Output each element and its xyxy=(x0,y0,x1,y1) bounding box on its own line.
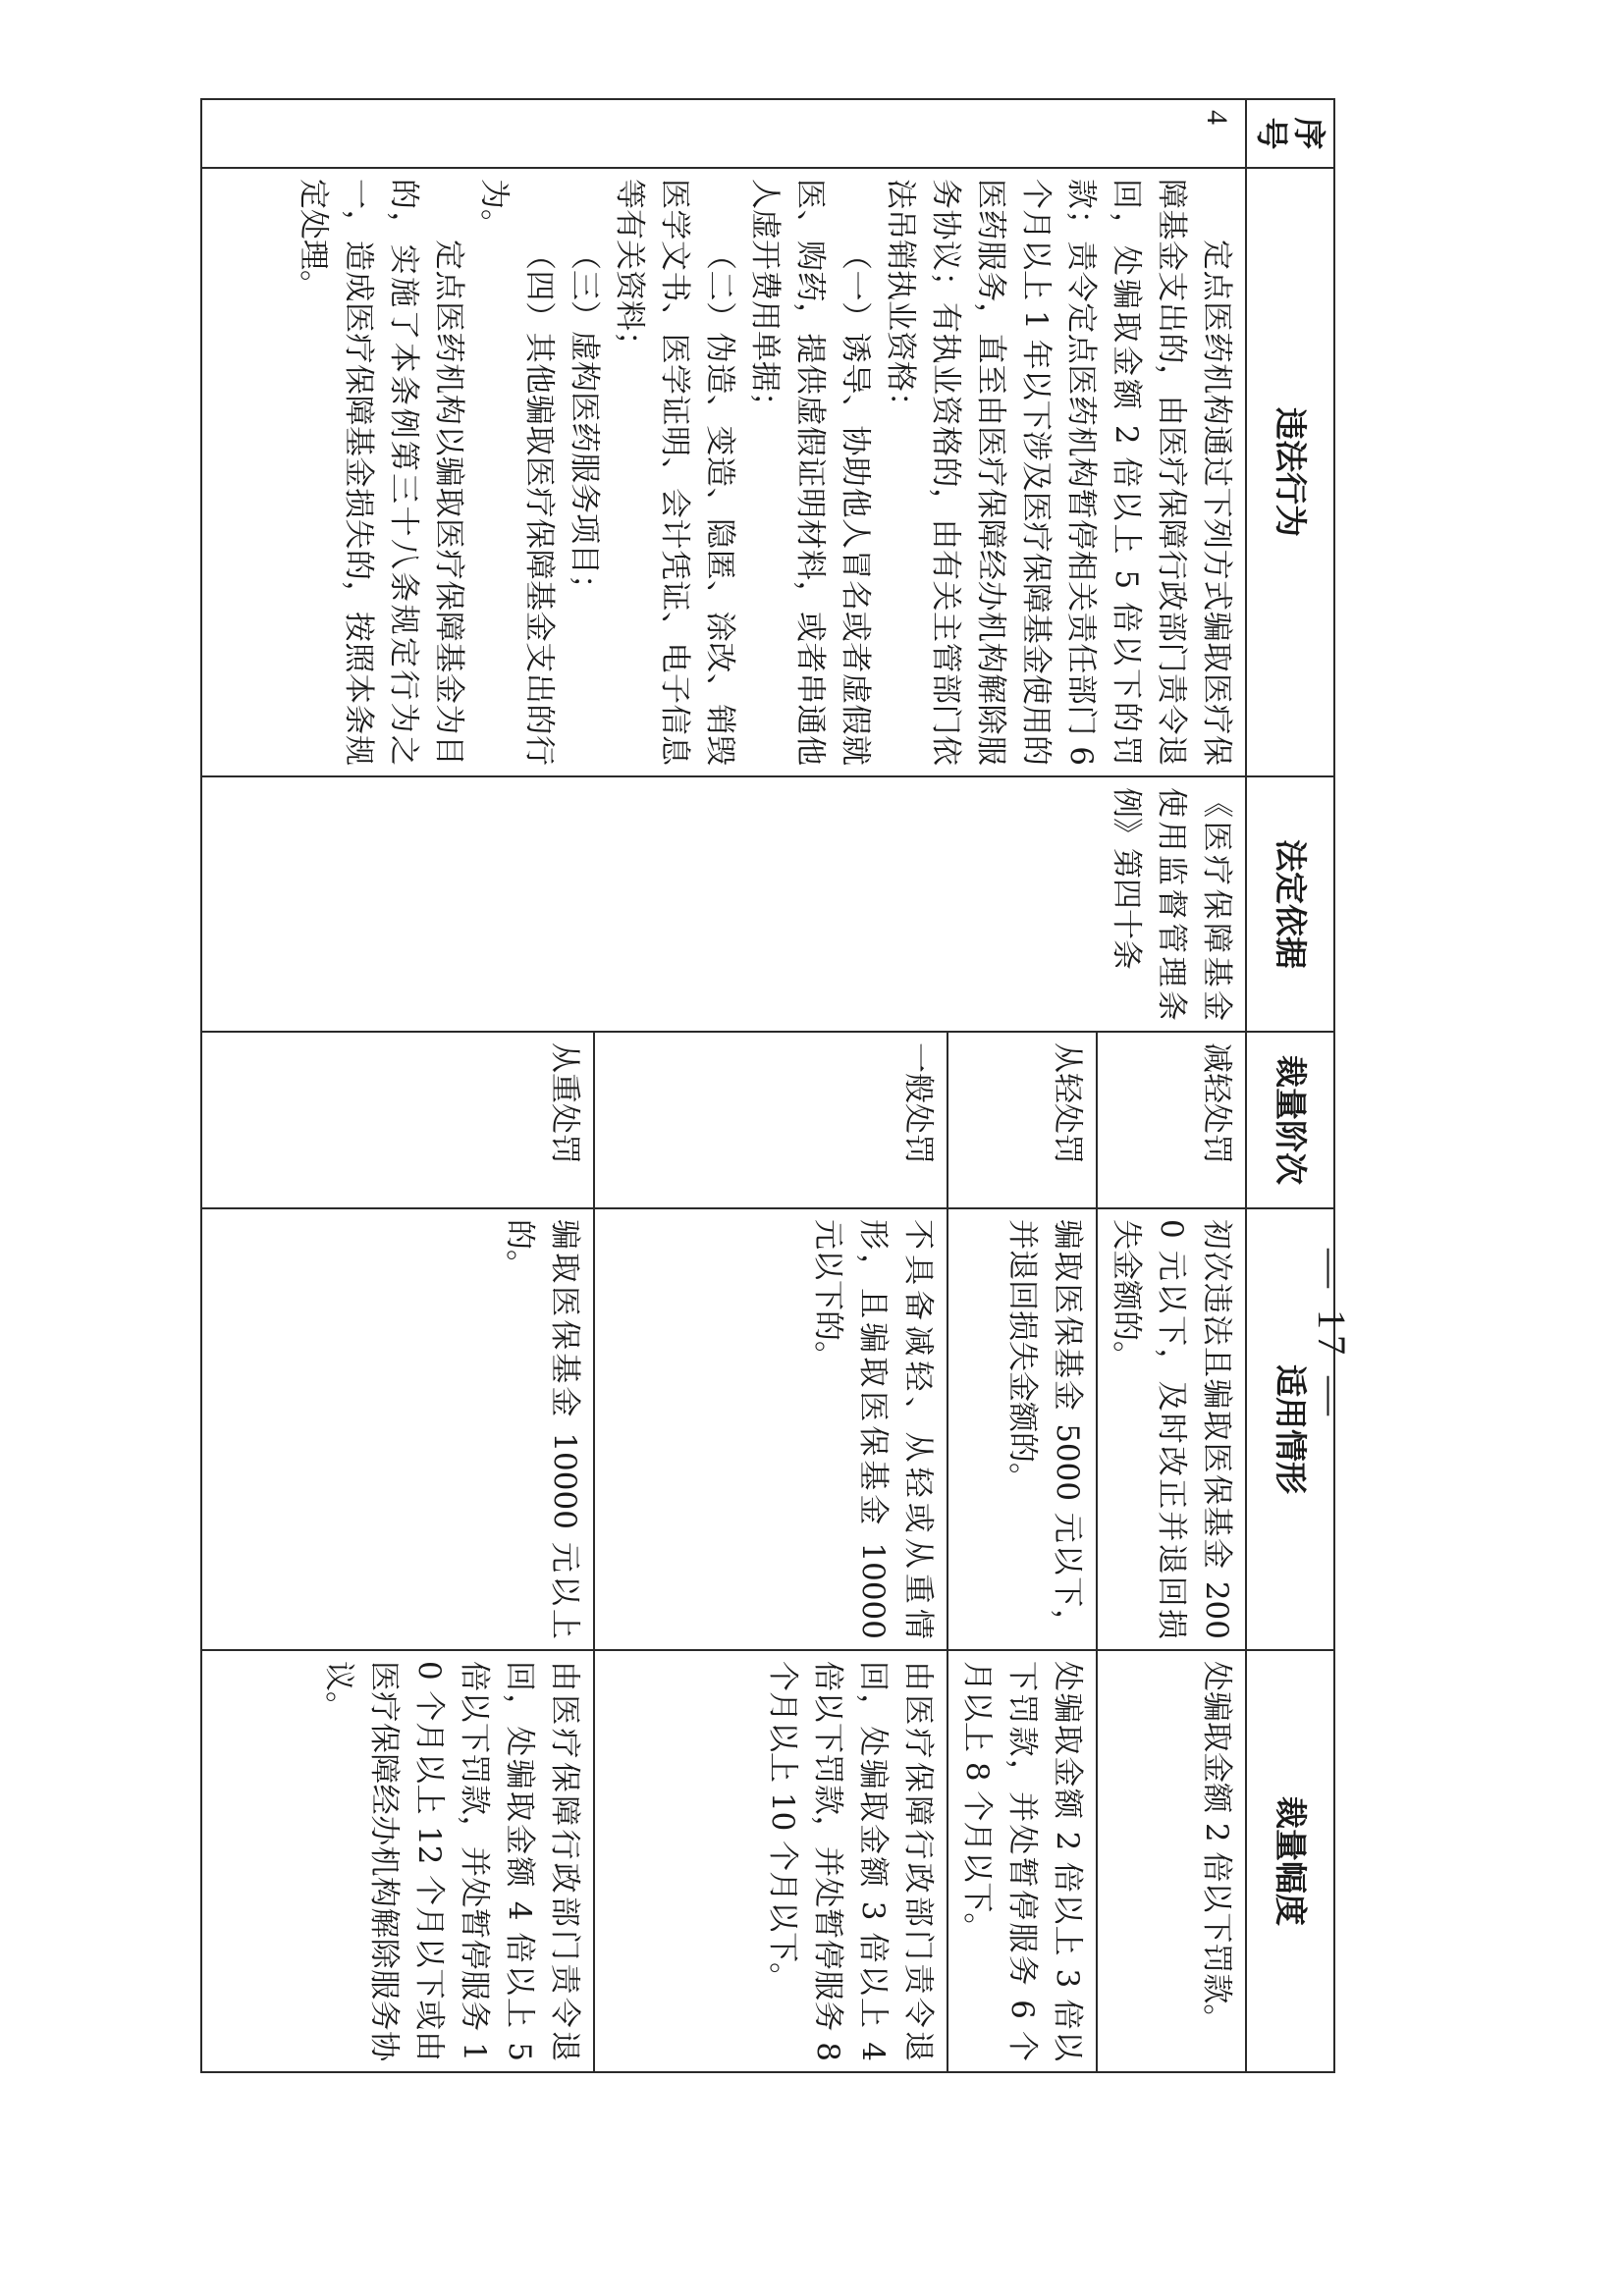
level-lenient: 从轻处罚 xyxy=(947,1032,1097,1208)
violation-paragraph: 定点医药机构以骗取医疗保障基金为目的，实施了本条例第三十八条规定行为之一，造成医疗保障基金损失的，按照本条规定处理。 xyxy=(296,179,466,766)
range-mitigated: 处骗取金额 2 倍以下罚款。 xyxy=(1097,1650,1246,2072)
violation-cell xyxy=(201,168,1246,776)
rotated-table-container xyxy=(245,98,1335,2071)
legal-basis-cell: 《医疗保障基金使用监督管理条例》第四十条 xyxy=(201,776,1246,1032)
situation-mitigated: 初次违法且骗取医保基金 2000 元以下，及时改正并退回损失金额的。 xyxy=(1097,1208,1246,1650)
violation-paragraph: （三）虚构医药服务项目； xyxy=(567,240,602,605)
row-seq-number: 4 xyxy=(201,99,1246,168)
violation-paragraph: （二）伪造、变造、隐匿、涂改、销毁医学文书、医学证明、会计凭证、电子信息等有关资料； xyxy=(612,179,737,766)
violation-paragraph: 定点医药机构通过下列方式骗取医疗保障基金支出的，由医疗保障行政部门责令退回，处骗取金额 2 倍以上 5 倍以下的罚款；责令定点医药机构暂停相关责任部门 6 个月以上 1 年以下涉及医疗保障基金使用的医药服务，直至由医疗保障经办机构解除服务协议；有执业资格的，由有关主管部门依法吊销执业资格： xyxy=(883,179,1234,766)
situation-general: 不具备减轻、从轻或从重情形，且骗取医保基金 10000 元以下的。 xyxy=(594,1208,947,1650)
situation-aggravated: 骗取医保基金 10000 元以上的。 xyxy=(201,1208,594,1650)
header-seq: 序号 xyxy=(1246,99,1334,168)
header-violation: 违法行为 xyxy=(1246,168,1334,776)
header-discretion-range: 裁量幅度 xyxy=(1246,1650,1334,2072)
range-lenient: 处骗取金额 2 倍以上 3 倍以下罚款，并处暂停服务 6 个月以上 8 个月以下。 xyxy=(947,1650,1097,2072)
header-legal-basis: 法定依据 xyxy=(1246,776,1334,1032)
header-discretion-level: 裁量阶次 xyxy=(1246,1032,1334,1208)
range-general: 由医疗保障行政部门责令退回，处骗取金额 3 倍以上 4 倍以下罚款，并处暂停服务 8 个月以上 10 个月以下。 xyxy=(594,1650,947,2072)
situation-lenient: 骗取医保基金 5000 元以下，并退回损失金额的。 xyxy=(947,1208,1097,1650)
penalty-discretion-table xyxy=(200,98,1335,2073)
violation-paragraph: （一）诱导、协助他人冒名或者虚假就医、购药，提供虚假证明材料，或者串通他人虚开费用单据； xyxy=(747,179,873,766)
header-applicable-situation: 适用情形 xyxy=(1246,1208,1334,1650)
table-header-row xyxy=(1246,99,1334,2072)
table-row xyxy=(1097,99,1246,2072)
level-aggravated: 从重处罚 xyxy=(201,1032,594,1208)
level-general: 一般处罚 xyxy=(594,1032,947,1208)
level-mitigated: 减轻处罚 xyxy=(1097,1032,1246,1208)
range-aggravated: 由医疗保障行政部门责令退回，处骗取金额 4 倍以上 5 倍以下罚款，并处暂停服务 10 个月以上 12 个月以下或由医疗保障经办机构解除服务协议。 xyxy=(201,1650,594,2072)
violation-paragraph: （四）其他骗取医疗保障基金支出的行为。 xyxy=(476,179,557,766)
page-number: — 17 — xyxy=(1310,1249,1354,1421)
